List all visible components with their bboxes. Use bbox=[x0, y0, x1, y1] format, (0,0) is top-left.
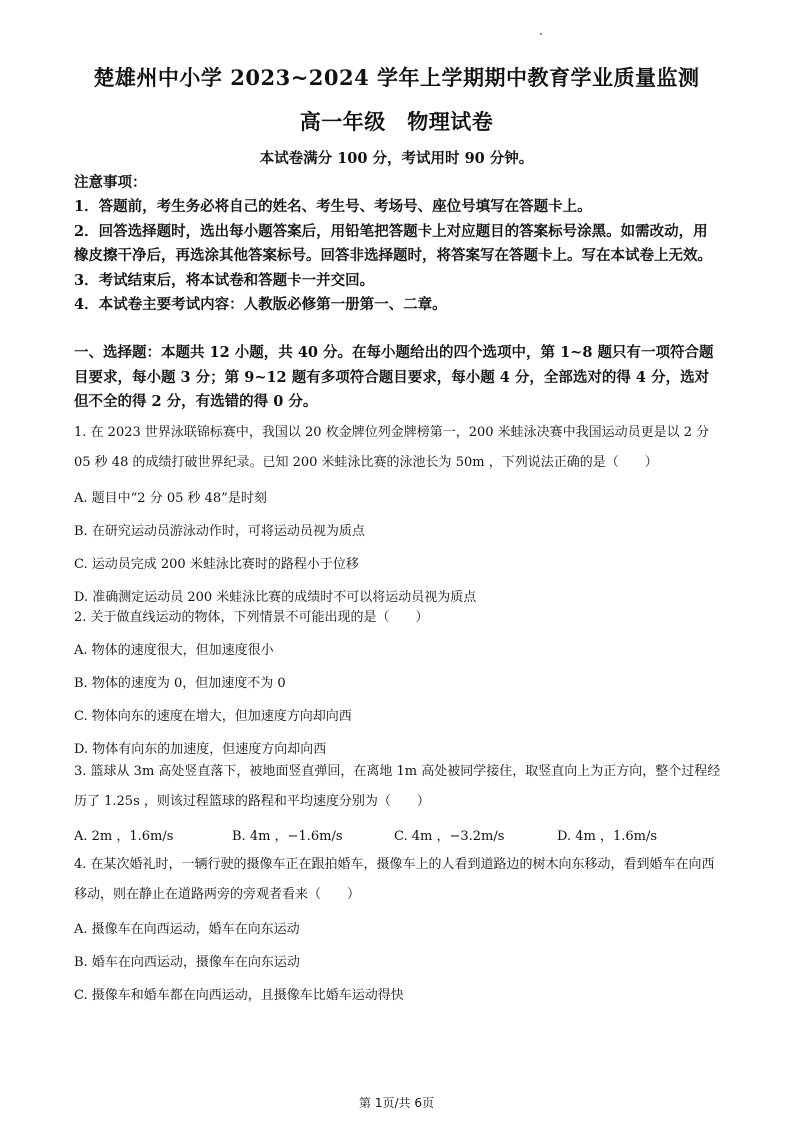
question-stem: 2. 关于做直线运动的物体，下列情景不可能出现的是（ ） bbox=[74, 610, 429, 625]
option-a: A. 物体的速度很大，但加速度很小 bbox=[74, 643, 274, 658]
notes-heading: 注意事项： bbox=[74, 174, 147, 191]
option-c: C. 4m ，−3.2m/s bbox=[394, 829, 505, 844]
notes-list bbox=[74, 195, 721, 318]
option-d: D. 4m ，1.6m/s bbox=[557, 829, 658, 844]
note-item: 1．答题前，考生务必将自己的姓名、考生号、考场号、座位号填写在答题卡上。 bbox=[74, 198, 592, 215]
option-b: B. 4m ，−1.6m/s bbox=[232, 829, 343, 844]
option-b: B. 婚车在向西运动，摄像车在向东运动 bbox=[74, 955, 300, 970]
exam-title: 楚雄州中小学 2023~2024 学年上学期期中教育学业质量监测 bbox=[93, 65, 700, 90]
note-item: 4．本试卷主要考试内容：人教版必修第一册第一、二章。 bbox=[74, 296, 447, 313]
option-a: A. 2m ，1.6m/s bbox=[74, 829, 174, 844]
option-a: A. 摄像车在向西运动，婚车在向东运动 bbox=[74, 922, 300, 937]
option-d: D. 物体有向东的加速度，但速度方向却向西 bbox=[74, 742, 327, 757]
question-stem: 1. 在 2023 世界泳联锦标赛中，我国以 20 枚金牌位列金牌榜第一，200 米蛙泳决赛中我国运动员更是以 2 分 05 秒 48 的成绩打破世界纪录。已知 200 米蛙泳比赛的泳池长为 50m ，下列说法正确的是（ ） bbox=[74, 425, 710, 470]
scan-dot bbox=[540, 33, 542, 35]
option-b: B. 物体的速度为 0，但加速度不为 0 bbox=[74, 676, 286, 691]
question-2 bbox=[74, 603, 721, 765]
question-stem: 4. 在某次婚礼时，一辆行驶的摄像车正在跟拍婚车，摄像车上的人看到道路边的树木向东移动，看到婚车在向西移动，则在静止在道路两旁的旁观者看来（ ） bbox=[74, 857, 715, 902]
question-4 bbox=[74, 850, 721, 1011]
options-row bbox=[74, 822, 721, 852]
exam-info: 本试卷满分 100 分，考试用时 90 分钟。 bbox=[259, 150, 534, 167]
section-instructions: 一、选择题：本题共 12 小题，共 40 分。在每小题给出的四个选项中，第 1~8 题只有一项符合题目要求，每小题 3 分；第 9~12 题有多项符合题目要求，每小题 4 分，全部选对的得 4 分，选对但不全的得 2 分，有选错的得 0 分。 bbox=[74, 344, 714, 410]
option-c: C. 摄像车和婚车都在向西运动，且摄像车比婚车运动得快 bbox=[74, 988, 404, 1003]
exam-subtitle: 高一年级 物理试卷 bbox=[299, 109, 494, 134]
note-item: 2．回答选择题时，选出每小题答案后，用铅笔把答题卡上对应题目的答案标号涂黑。如需改动，用橡皮擦干净后，再选涂其他答案标号。回答非选择题时，将答案写在答题卡上。写在本试卷上无效。 bbox=[74, 222, 712, 264]
option-c: C. 运动员完成 200 米蛙泳比赛时的路程小于位移 bbox=[74, 557, 359, 572]
option-a: A. 题目中“2 分 05 秒 48”是时刻 bbox=[74, 491, 267, 506]
page-number: 第 1页/共 6页 bbox=[359, 1096, 434, 1110]
option-c: C. 物体向东的速度在增大，但加速度方向却向西 bbox=[74, 709, 352, 724]
question-3 bbox=[74, 757, 721, 852]
note-item: 3．考试结束后，将本试卷和答题卡一并交回。 bbox=[74, 271, 375, 289]
question-1 bbox=[74, 418, 721, 613]
question-stem: 3. 篮球从 3m 高处竖直落下，被地面竖直弹回，在离地 1m 高处被同学接住，取竖直向上为正方向，整个过程经历了 1.25s ，则该过程篮球的路程和平均速度分别为（ ） bbox=[74, 764, 721, 809]
option-d: D. 准确测定运动员 200 米蛙泳比赛的成绩时不可以将运动员视为质点 bbox=[74, 590, 477, 605]
option-b: B. 在研究运动员游泳动作时，可将运动员视为质点 bbox=[74, 524, 365, 539]
